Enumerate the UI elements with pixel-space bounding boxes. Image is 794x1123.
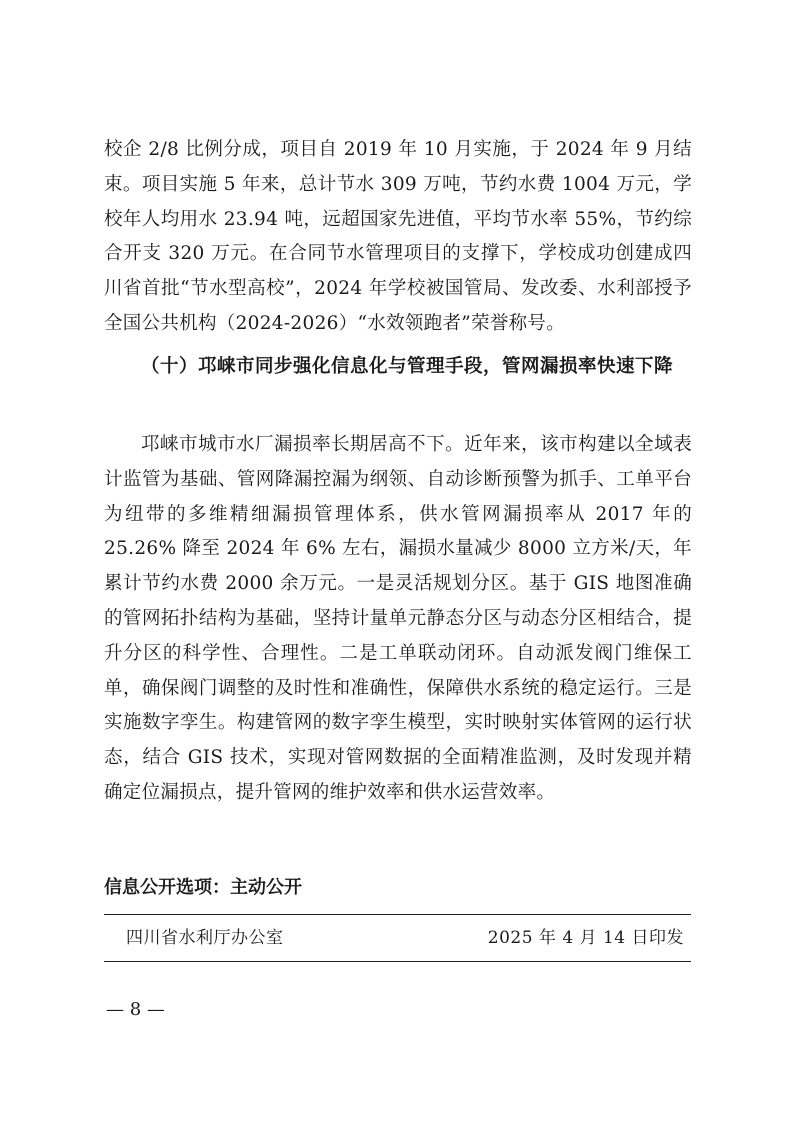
footer-top-rule (104, 914, 691, 915)
footer-bottom-rule (104, 961, 691, 962)
disclosure-value: 主动公开 (230, 877, 302, 898)
print-date: 2025 年 4 月 14 日印发 (487, 928, 684, 948)
body-paragraph-1: 校企 2/8 比例分成，项目自 2019 年 10 月实施，于 2024 年 9 月结束。项目实施 5 年来，总计节水 309 万吨，节约水费 1004 万元，学校年人均用水 23.94 吨，远超国家先进值，平均节水率 55%，节约综合开支 320 万元。在合同节水管理项目的支撑下，学校成功创建成四川省首批“节水型高校”，2024 年学校被国管局、发改委、水利部授予全国公共机构（2024-2026）“水效领跑者”荣誉称号。 (104, 139, 692, 334)
page-number: — 8 — (106, 999, 165, 1020)
disclosure-line (104, 876, 302, 900)
issuer-name: 四川省水利厅办公室 (126, 928, 284, 948)
section-heading: （十）邛崃市同步强化信息化与管理手段，管网漏损率快速下降 (141, 356, 674, 377)
body-paragraph-2: 邛崃市城市水厂漏损率长期居高不下。近年来，该市构建以全域表计监管为基础、管网降漏控漏为纲领、自动诊断预警为抓手、工单平台为纽带的多维精细漏损管理体系，供水管网漏损率从 2017 年的 25.26% 降至 2024 年 6% 左右，漏损水量减少 8000 立方米/天，年累计节约水费 2000 余万元。一是灵活规划分区。基于 GIS 地图准确的管网拓扑结构为基础，坚持计量单元静态分区与动态分区相结合，提升分区的科学性、合理性。二是工单联动闭环。自动派发阀门维保工单，确保阀门调整的及时性和准确性，保障供水系统的稳定运行。三是实施数字孪生。构建管网的数字孪生模型，实时映射实体管网的运行状态，结合 GIS 技术，实现对管网数据的全面精准监测，及时发现并精确定位漏损点，提升管网的维护效率和供水运营效率。 (104, 434, 692, 803)
disclosure-label: 信息公开选项： (104, 877, 230, 898)
